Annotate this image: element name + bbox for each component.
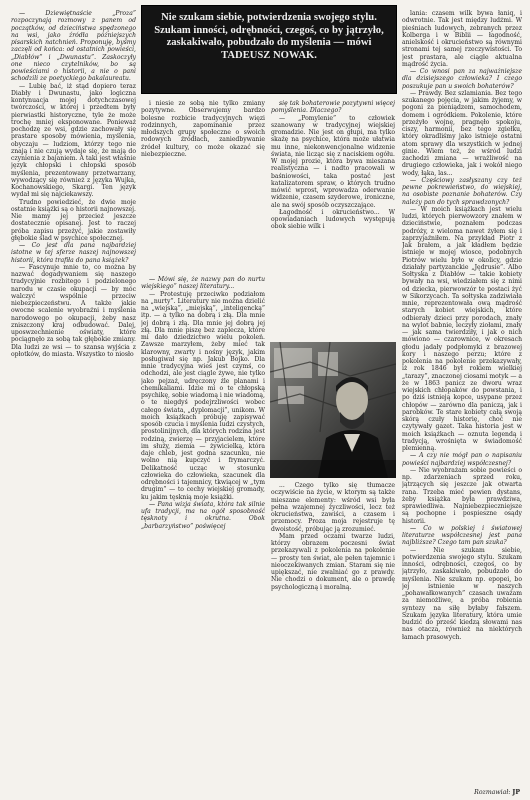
column-1	[11, 10, 136, 780]
paragraph: — Dziewiętnaście „Proza” rozpoczynają rozmowy z panem od początków, od dzieciństwa spędzonego na wsi, jako źródła późniejszych pisarskich natchnień. Proponuję, byśmy zaczęli od końca: od ostatnich powieści, „Diabłów” i „Dwunastu”. Zaskoczyły one nieco czytelników, bo są powieściami o historii, a nie o pani schodzili ze poetyckiego bakalaureatu.	[11, 10, 136, 83]
paragraph: — Nie szukam siebie, potwierdzenia swojego stylu. Szukam inności, odrębności, czegoś, co by jątrzyło, zaskakiwało, pobudzało do myślenia. Nie szukam np. epopei, bo jej istnienie w naszych „pohawałkowanych” czasach uważam za niemożliwe, a próba robienia syntezy na siłę byłaby fałszem. Szukam języka literatury, która umie budzić do prześć kiedzą słowami nas nas otacza, również na niektórych łamach prasowych.	[402, 546, 522, 641]
photo-portrait-image	[270, 342, 396, 478]
paragraph: ... Czego tylko się tłumacze oczywiście na życie, w ktorym są także mieszane elementy: wśród wsi była pełna wzajemnej życzliwości, lecz też okrucieństwa, zawiści, a czasem i przemocy. Proza moja rejestruje tę dwoistość, próbując ją zrozumieć.	[271, 482, 395, 533]
column-4	[402, 10, 522, 798]
paragraph: — Co wnosi pan za najważniejsze dla dzisiejszego człowieka? I czego poszukuje pan u swoich bohaterów?	[402, 68, 522, 90]
paragraph: — Fascynuje mnie to, co można by nazwać dogadywaniem się naszego tradycyjnie rozbitego i podzielonego narodu w czasie okupacji — by móc walczyć wspólnie przeciw niebezpieczeństwu. A także jakie owocne scalenie wyobraźni i myślenia narodowego po okupacji, żeby nasz zniszczony kraj odbudować. Dalej, uposwzechnienie oświaty, które pociągnęło za sobą tak głębokie zmiany. Dla ludzi ze wsi — to szansa wyjścia z opłotków, do miasta. Wszystko to niosło	[11, 263, 136, 358]
paragraph: — A czy nie mógł pan o napisaniu powieści najbardziej współczesnej?	[402, 452, 522, 467]
paragraph: — „Pomylenie” to człowiek szanowany w tradycyjnej wiejskiej gromadzie. Nie jest on głupi, ma tylko skażę na psychice, która może ułatwia mu inne, niekonwencjonalne widzenie świata, nie licząc się z naciskiem ogółu. W mojej prozie, która bywa mieszana realistyczna — i nadto pracowali w baśniowości, taka postać jest katalizatorem spraw, o których trudno mówić wprost, wprowadza oderwanie widzenie, czasem szyderowe, ironiczne, ale na swój sposób oczyszczające.	[271, 114, 395, 209]
paragraph: lania: czasem wilk bywa łaniq, i odwrotnie. Tak jest między ludźmi. W pieśniach ludowych, zebranych przez Kolberga i w Biblii — łagodność, anielskość i okrucieństwo są równymi stronami tej samej rzeczywistości. To jest prastara, ale ciągle aktualna mądrość życia.	[402, 10, 522, 68]
headline-box	[141, 5, 397, 94]
column-2-top	[141, 100, 265, 270]
headline-text: Nie szukam siebie, potwierdzenia swojego stylu. Szukam inności, odrębności, czegoś, co by jątrzyło, zaskakiwało, pobudzało do myślenia — mówi TADEUSZ NOWAK.	[154, 12, 384, 61]
column-3	[271, 100, 395, 340]
paragraph: — Mówi się, że nazwy pan do nurtu wiejskiego” naszej literatury...	[141, 276, 265, 291]
paragraph: — W moich książkach jest wielu ludzi, których pierwowzory znałem w dzieciństwie, poznałem podczas podróży, z wieloma nawet żyłem się i zaprzyjaźniłem. Na przykład Piotr z Jak brałem, a jak kładłem będzie istnieje w mojej wiosce, podobnych Piotrów wielu było w okolicy, gdzie działały partyzanckie „Jędrusie”. Albo Sołtyska z Diabłów — takie kobiety bywały na wsi, wiedziałem się z nimi od dziecka, pierwowzór te postaci żyć w Sikorzycach. Ta sołtyska zadziwiała mnie, reprezentowała ową mądrość starych kobiet wiejskich, które odbierały dzieci przy porodach, znały na wylot babnie, leczyły ziołami, znały — jak sama twierdziły, i jak o nich mówiono — czarownice, w okresach głodu jadały podpłomyki z brazowej kory i naszego perzu; które z pokolenia na pokolenie przekazywały, iż rok 1846 był rokiem wielkiej „tarazy”, znaczonej ciosami motyk — a że w 1863 panicz ze dworu wraz wiejskich chłopaków do powstania, i po dziś istnieją kopce, usypane przez chłopów — zarówno dla paniczą, jak i parobków. Te stare kobiety całą swoją skórą czuły historię, choć nie czytywały gazet. Taka historia jest w moich książkach — oznuta legendą i tradycją, wrośnięta w świadomość plemienną.	[402, 205, 522, 452]
paragraph: Łagodność i okrucieństwo... W opowiadaniach ludowych występują obok siebie wilk i	[271, 208, 395, 231]
paragraph: i niesie ze sobą nie tylko zmiany pozytywne. Obserwujemy bardzo bolesne rozbicie tradycyjnych więzi rodzinnych, zapominanie przez młodszych grupy społeczne o swoich rodowych źródłach, zaniedbywanie źródeł kultury, co może okazać się niebezpieczne.	[141, 100, 265, 158]
paragraph: — Nie wyobrażam sobie powieści o np. zdarzeniach sprzed roku, jątrzących się jeszcze jak otwarta rana. Trzeba mieć pewien dystans, żeby książka była prawdziwa, sprawiedliwa. Najniebezpieczniejsze są pochopne i pospieszne osądy historii.	[402, 466, 522, 525]
column-3-bottom	[271, 482, 395, 782]
author-photo	[270, 342, 396, 478]
byline-author: JP	[512, 789, 520, 796]
paragraph: Mam przed oczami twarze ludzi, którzy obrazem poczesni świat przekazywali z pokolenia na pokolenie — prosty ten świat, ale pełen tajemnic i nieoczekiwanych zmian. Staram się nie upiększać, nie zwalniać go z prawdy. Nie chodzi o dokument, ale o prawdę psychologiczną i moralną.	[271, 532, 395, 591]
paragraph: — Protestuję przeciwko podziałom na „nurty”. Literatury nie można dzielić na „wiejską”, „miejską”, „inteligencką” itp. — a tylko na dobrą i złą. Dla mnie jej dobrą i złą. Dla mnie jej dobrą jej złą. Dla mnie piszę bez zaplecza, które mi dało dziedzictwo wielu pokoleń. Zawsze marzyłem, żeby mieć tak klarowny, zwarty i nośny język, jakim posługiwał się np. Jakub Bojko. Dla mnie tradycyjna wieś jest czymś, co odchodzi, ale jest ciągle żywe, nie tylko jako pejzaż, udręczony źle planami i chemikaliami. Idzie mi o te chłopską psychikę, sobie wiadomą i nie wiadomą, o te niegdyś podejrzliwości wobec całego świata, „dyplomacji”, unikom. W moich książkach próbuję zapisywać sposób czucia i myślenia ludzi czystych, prostolinijnych, dla których rodzina jest rodziną, zwierzę — przyjacielem, które im służy, ziemia — żywicielką, która daje chleb, jest godna szacunku, nie wolno nią kupczyć i frymarczyć. Delikatność ucząc w stosunku człowieka do człowieka, szacunek dla odrębności i tajemnicy, tkwiącej w „tym drugim” — to cechy wiejskiej gromady, ku jakim tęsknią moje książki.	[141, 290, 265, 501]
paragraph: Trudno powiedzieć, że dwie moje ostatnie książki są o historii najnowszej. Nie mamy jej przecież jeszcze dostatecznie opisanej. Jest to raczej próba zapisu przeżyć, jakie zostawiły głębokie ślad w psychice społecznej.	[11, 198, 136, 242]
paragraph: — Częściowy zasłyszany czy też pewne pokrewieństwo, do wiejskiej, na osobiste poznanie bohaterów. Czy należy pan do tych sprawdzonych?	[402, 176, 522, 206]
paragraph: — Co w polskiej i światowej literaturze współczesnej jest pana najbliższe? Czego tam pan szuka?	[402, 524, 522, 547]
paragraph: — Prawdy. Bez szlamiania. Bez tego szukanego pojęcia, w jakim żyjemy, w pogoni za pieniądzem, samochodem, domem i ogródkiem. Pokolenie, które przeżyło wojnę, pragnęło spokoju, ciszy, harmonii, bez tego zgiełku, który okradliśmy jako istnieje ostatni atom sprawy dla wszystkich w jednej ginie. Wiem też, że wśród ludzi zachodzi zmiana — wrażliwość na drugiego człowieka, jak i wokół niego wody, łąka, las...	[402, 89, 522, 177]
paragraph: — Co jest dla pana najbardziej istotne w tej sferze naszej najnowszej historii, która trafiła do pana książek?	[11, 242, 136, 264]
byline	[474, 789, 520, 796]
paragraph: — Pana wizja świata, która tak silnie ufa tradycji, ma na ogół sposobność tęsknoty i okrutna. Obok „barbarzyństwo” poświęcej	[141, 500, 265, 530]
paragraph: — Lubię bać, iż stąd dopiero teraz Diabły i Dwunastu, jako logiczna kontynuacja mojej dotychczasowej twórczości, w której i przedtem były pierwiastki historyczne, tyle że może trochę mniej eksponowane. Ponieważ pochodzę ze wsi, gdzie zachowały się prastare sposoby mówienia, myślenia, obyczaju — ludziom, którzy tego nie znają i nie czują wydaje się, że mają do czynienia z bajaniem. A taki jest właśnie język chłopski i chłopski sposób myślenia, prezentowany przetwarzany, wywodzący się również z języka Wujka, Kochanowskiego, Skargi. Ten język wydał mi się najciekawszy.	[11, 82, 136, 199]
paragraph: się tak bohaterowie pozytywni więcej pomyślenia. Dlaczego?	[271, 100, 395, 115]
column-2	[141, 276, 265, 784]
byline-label: Rozmawiał:	[474, 789, 511, 796]
